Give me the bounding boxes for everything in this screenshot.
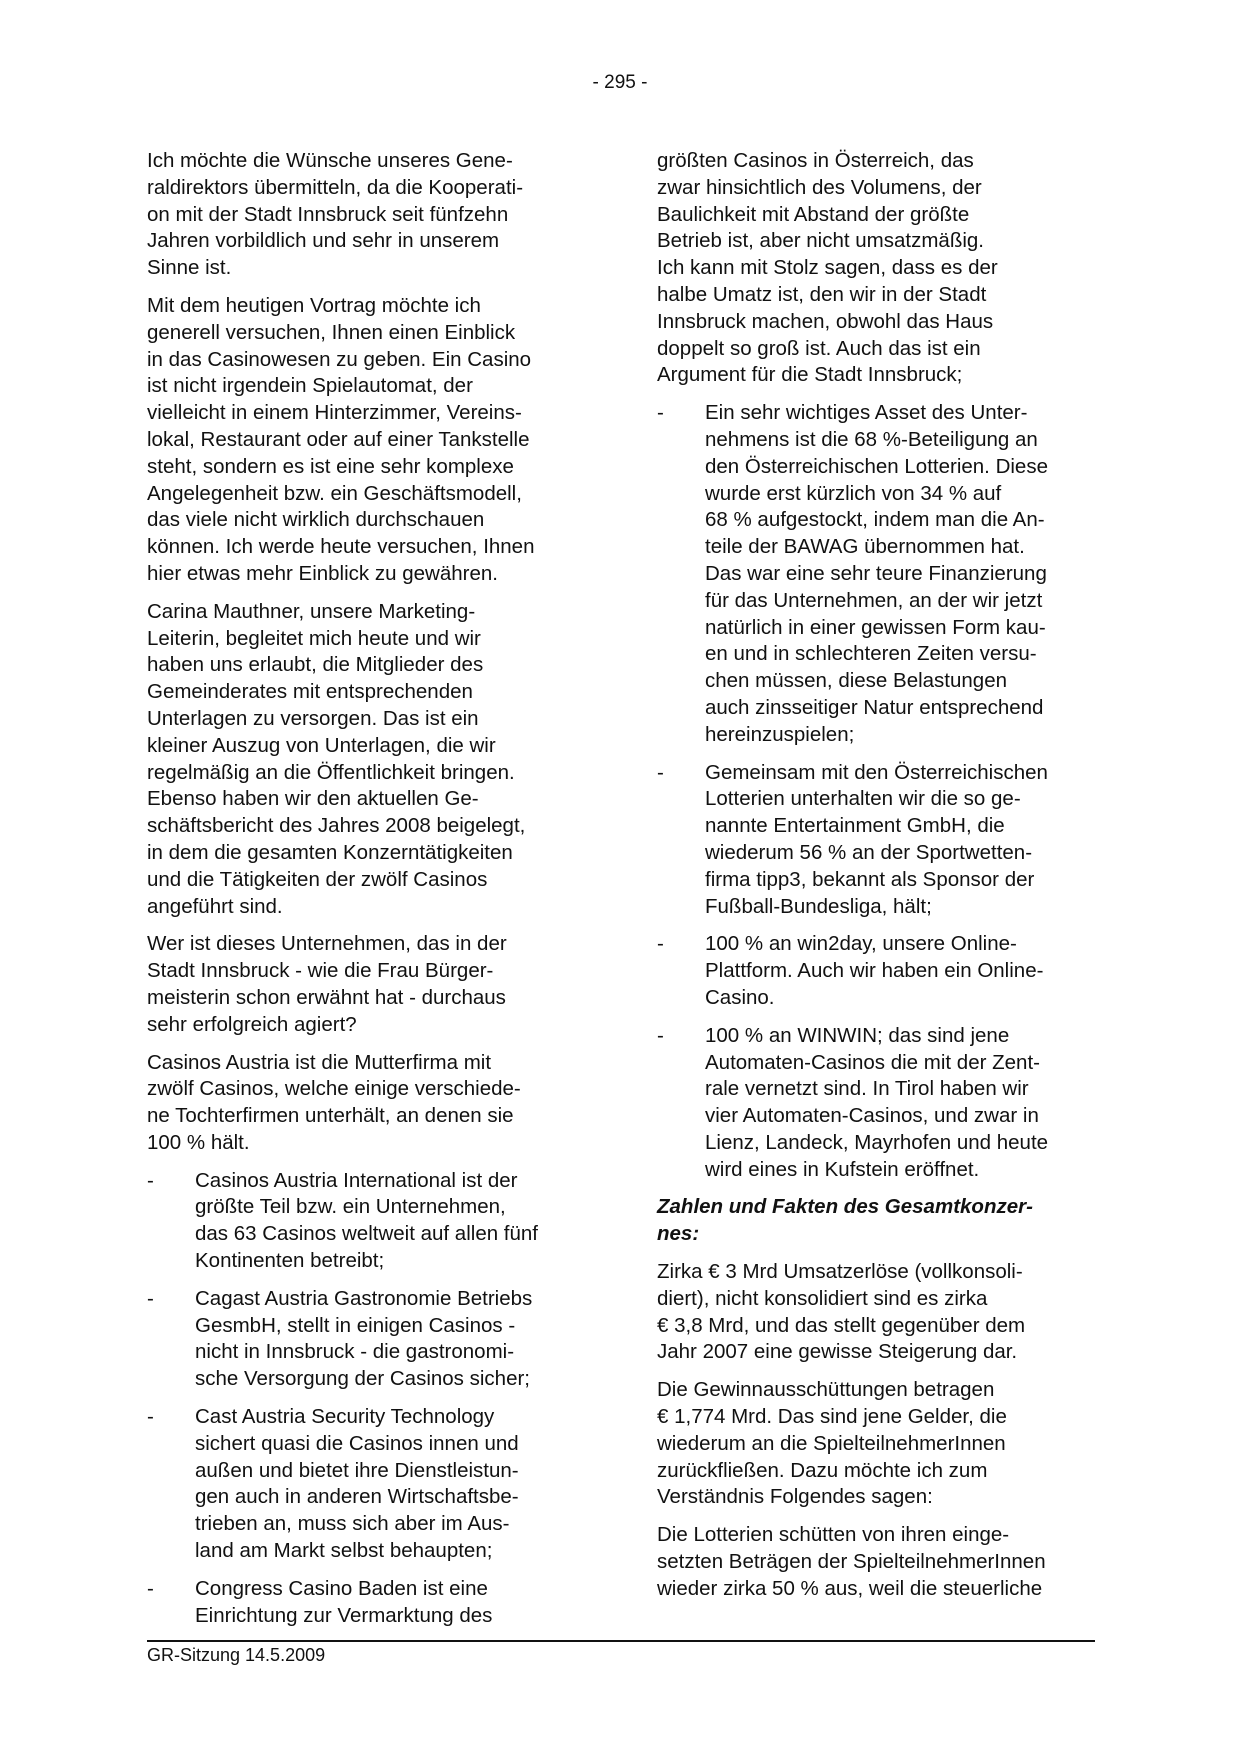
text-line: vier Automaten-Casinos, und zwar in [705, 1104, 1039, 1128]
text-line: Zirka € 3 Mrd Umsatzerlöse (vollkonsoli- [657, 1260, 1023, 1284]
text-line: Lotterien unterhalten wir die so ge- [705, 787, 1021, 811]
text-line: chen müssen, diese Belastungen [705, 669, 1008, 693]
text-line: Zahlen und Fakten des Gesamtkonzer- [657, 1195, 1033, 1219]
text-line: Kontinenten betreibt; [195, 1249, 385, 1273]
bullet-dash: - [147, 1576, 154, 1600]
text-line: Carina Mauthner, unsere Marketing- [147, 599, 476, 623]
text-line: nehmens ist die 68 %-Beteiligung an [705, 427, 1038, 451]
text-line: on mit der Stadt Innsbruck seit fünfzehn [147, 202, 509, 226]
paragraph [657, 148, 1097, 389]
text-line: Gemeinderates mit entsprechenden [147, 680, 473, 704]
bullet-dash: - [147, 1286, 154, 1310]
text-line: Sinne ist. [147, 256, 232, 280]
bullet-dash: - [147, 1405, 154, 1429]
text-line: gen auch in anderen Wirtschaftsbe- [195, 1485, 519, 1509]
bullet-dash: - [657, 760, 664, 784]
bullet-dash: - [657, 401, 664, 425]
text-line: Lienz, Landeck, Mayrhofen und heute [705, 1130, 1049, 1154]
list-item [657, 760, 1097, 921]
text-line: Baulichkeit mit Abstand der größte [657, 202, 970, 226]
text-line: steht, sondern es ist eine sehr komplexe [147, 454, 514, 478]
paragraph [147, 1050, 587, 1157]
text-line: diert), nicht konsolidiert sind es zirka [657, 1286, 988, 1310]
text-line: Jahr 2007 eine gewisse Steigerung dar. [657, 1340, 1018, 1364]
text-line: hereinzuspielen; [705, 722, 855, 746]
text-line: Mit dem heutigen Vortrag möchte ich [147, 293, 481, 317]
text-line: größten Casinos in Österreich, das [657, 149, 974, 172]
text-line: halbe Umatz ist, den wir in der Stadt [657, 282, 987, 306]
text-line: vielleicht in einem Hinterzimmer, Vereins- [147, 401, 522, 425]
bullet-dash: - [657, 932, 664, 956]
text-line: nannte Entertainment GmbH, die [705, 814, 1005, 838]
text-line: schäftsbericht des Jahres 2008 beigelegt, [147, 814, 526, 838]
right-column [657, 148, 1097, 1614]
text-line: Die Gewinnausschüttungen betragen [657, 1378, 995, 1402]
text-line: sichert quasi die Casinos innen und [195, 1431, 519, 1455]
text-line: teile der BAWAG übernommen hat. [705, 535, 1025, 559]
text-line: zwar hinsichtlich des Volumens, der [657, 175, 982, 199]
text-line: Gemeinsam mit den Österreichischen [705, 760, 1048, 784]
text-line: Ebenso haben wir den aktuellen Ge- [147, 787, 479, 811]
text-line: 100 % hält. [147, 1130, 250, 1154]
text-line: € 1,774 Mrd. Das sind jene Gelder, die [657, 1405, 1007, 1429]
text-line: können. Ich werde heute versuchen, Ihnen [147, 535, 535, 559]
text-line: Argument für die Stadt Innsbruck; [657, 363, 963, 387]
text-line: zwölf Casinos, welche einige verschiede- [147, 1077, 521, 1101]
paragraph [657, 1259, 1097, 1366]
text-line: GesmbH, stellt in einigen Casinos - [195, 1313, 516, 1337]
list-item [147, 1404, 587, 1565]
text-line: doppelt so groß ist. Auch das ist ein [657, 336, 981, 360]
footer-text: GR-Sitzung 14.5.2009 [147, 1645, 326, 1665]
text-line: Ich kann mit Stolz sagen, dass es der [657, 256, 998, 280]
text-line: das viele nicht wirklich durchschauen [147, 508, 485, 532]
list-item [147, 1576, 587, 1630]
paragraph [657, 1377, 1097, 1511]
bullet-dash: - [657, 1023, 664, 1047]
text-line: Congress Casino Baden ist eine [195, 1576, 488, 1600]
text-line: für das Unternehmen, an der wir jetzt [705, 588, 1043, 612]
paragraph [147, 148, 587, 282]
text-line: und die Tätigkeiten der zwölf Casinos [147, 867, 488, 891]
text-line: Cagast Austria Gastronomie Betriebs [195, 1286, 533, 1310]
list-item [147, 1168, 587, 1275]
text-line: Ein sehr wichtiges Asset des Unter- [705, 401, 1028, 425]
text-line: sehr erfolgreich agiert? [147, 1012, 357, 1036]
text-line: Casinos Austria International ist der [195, 1168, 518, 1192]
text-line: Automaten-Casinos die mit der Zent- [705, 1050, 1040, 1074]
section-heading [657, 1194, 1097, 1248]
paragraph [147, 293, 587, 588]
text-line: generell versuchen, Ihnen einen Einblick [147, 320, 516, 344]
text-line: wiederum 56 % an der Sportwetten- [705, 840, 1033, 864]
list-item [147, 1286, 587, 1393]
text-line: hier etwas mehr Einblick zu gewähren. [147, 561, 498, 585]
text-line: haben uns erlaubt, die Mitglieder des [147, 653, 484, 677]
text-line: lokal, Restaurant oder auf einer Tankstelle [147, 427, 530, 451]
text-line: den Österreichischen Lotterien. Diese [705, 454, 1048, 478]
page-number: - 295 - [592, 72, 648, 93]
text-line: Einrichtung zur Vermarktung des [195, 1603, 493, 1627]
text-line: Ich möchte die Wünsche unseres Gene- [147, 149, 513, 172]
text-line: wiederum an die SpielteilnehmerInnen [657, 1431, 1006, 1455]
text-line: 100 % an WINWIN; das sind jene [705, 1023, 1010, 1047]
text-line: Angelegenheit bzw. ein Geschäftsmodell, [147, 481, 522, 505]
text-line: land am Markt selbst behaupten; [195, 1539, 493, 1563]
text-line: ne Tochterfirmen unterhält, an denen sie [147, 1104, 514, 1128]
text-line: Cast Austria Security Technology [195, 1405, 495, 1429]
text-line: meisterin schon erwähnt hat - durchaus [147, 985, 506, 1009]
text-line: Das war eine sehr teure Finanzierung [705, 561, 1047, 585]
text-line: firma tipp3, bekannt als Sponsor der [705, 867, 1035, 891]
text-line: wieder zirka 50 % aus, weil die steuerliche [657, 1576, 1043, 1600]
text-line: zurückfließen. Dazu möchte ich zum [657, 1458, 988, 1482]
paragraph [147, 599, 587, 921]
list-item [657, 931, 1097, 1011]
text-line: Casinos Austria ist die Mutterfirma mit [147, 1050, 492, 1074]
text-line: das 63 Casinos weltweit auf allen fünf [195, 1222, 539, 1246]
text-line: 68 % aufgestockt, indem man die An- [705, 508, 1045, 532]
text-line: nicht in Innsbruck - die gastronomi- [195, 1340, 515, 1364]
text-line: en und in schlechteren Zeiten versu- [705, 642, 1037, 666]
text-line: nes: [657, 1222, 700, 1246]
text-line: außen und bietet ihre Dienstleistun- [195, 1458, 519, 1482]
text-line: Die Lotterien schütten von ihren einge- [657, 1523, 1010, 1547]
list-item [657, 1023, 1097, 1184]
text-line: Leiterin, begleitet mich heute und wir [147, 626, 481, 650]
text-line: Unterlagen zu versorgen. Das ist ein [147, 706, 479, 730]
footer-rule [147, 1640, 1095, 1642]
text-line: ist nicht irgendein Spielautomat, der [147, 374, 473, 398]
bullet-dash: - [147, 1168, 154, 1192]
text-line: Verständnis Folgendes sagen: [657, 1485, 933, 1509]
text-line: sche Versorgung der Casinos sicher; [195, 1367, 531, 1391]
text-line: auch zinsseitiger Natur entsprechend [705, 695, 1044, 719]
text-line: setzten Beträgen der SpielteilnehmerInnen [657, 1550, 1046, 1574]
text-line: wird eines in Kufstein eröffnet. [705, 1157, 980, 1181]
text-line: Wer ist dieses Unternehmen, das in der [147, 932, 507, 956]
text-line: größte Teil bzw. ein Unternehmen, [195, 1195, 506, 1219]
text-line: kleiner Auszug von Unterlagen, die wir [147, 733, 496, 757]
left-column [147, 148, 587, 1640]
text-line: in das Casinowesen zu geben. Ein Casino [147, 347, 532, 371]
text-line: 100 % an win2day, unsere Online- [705, 932, 1017, 956]
text-line: regelmäßig an die Öffentlichkeit bringen. [147, 760, 515, 784]
text-line: angeführt sind. [147, 894, 283, 918]
text-line: Casino. [705, 985, 775, 1009]
text-line: Fußball-Bundesliga, hält; [705, 894, 932, 918]
text-line: € 3,8 Mrd, und das stellt gegenüber dem [657, 1313, 1026, 1337]
text-line: wurde erst kürzlich von 34 % auf [705, 481, 1002, 505]
text-line: Plattform. Auch wir haben ein Online- [705, 959, 1044, 983]
text-line: in dem die gesamten Konzerntätigkeiten [147, 840, 513, 864]
text-line: natürlich in einer gewissen Form kau- [705, 615, 1046, 639]
text-line: trieben an, muss sich aber im Aus- [195, 1512, 510, 1536]
paragraph [147, 931, 587, 1038]
text-line: Betrieb ist, aber nicht umsatzmäßig. [657, 229, 984, 253]
paragraph [657, 1522, 1097, 1602]
text-line: raldirektors übermitteln, da die Kooperati- [147, 175, 524, 199]
text-line: Innsbruck machen, obwohl das Haus [657, 309, 994, 333]
text-line: Jahren vorbildlich und sehr in unserem [147, 229, 500, 253]
text-line: rale vernetzt sind. In Tirol haben wir [705, 1077, 1029, 1101]
text-line: Stadt Innsbruck - wie die Frau Bürger- [147, 959, 494, 983]
list-item [657, 400, 1097, 748]
